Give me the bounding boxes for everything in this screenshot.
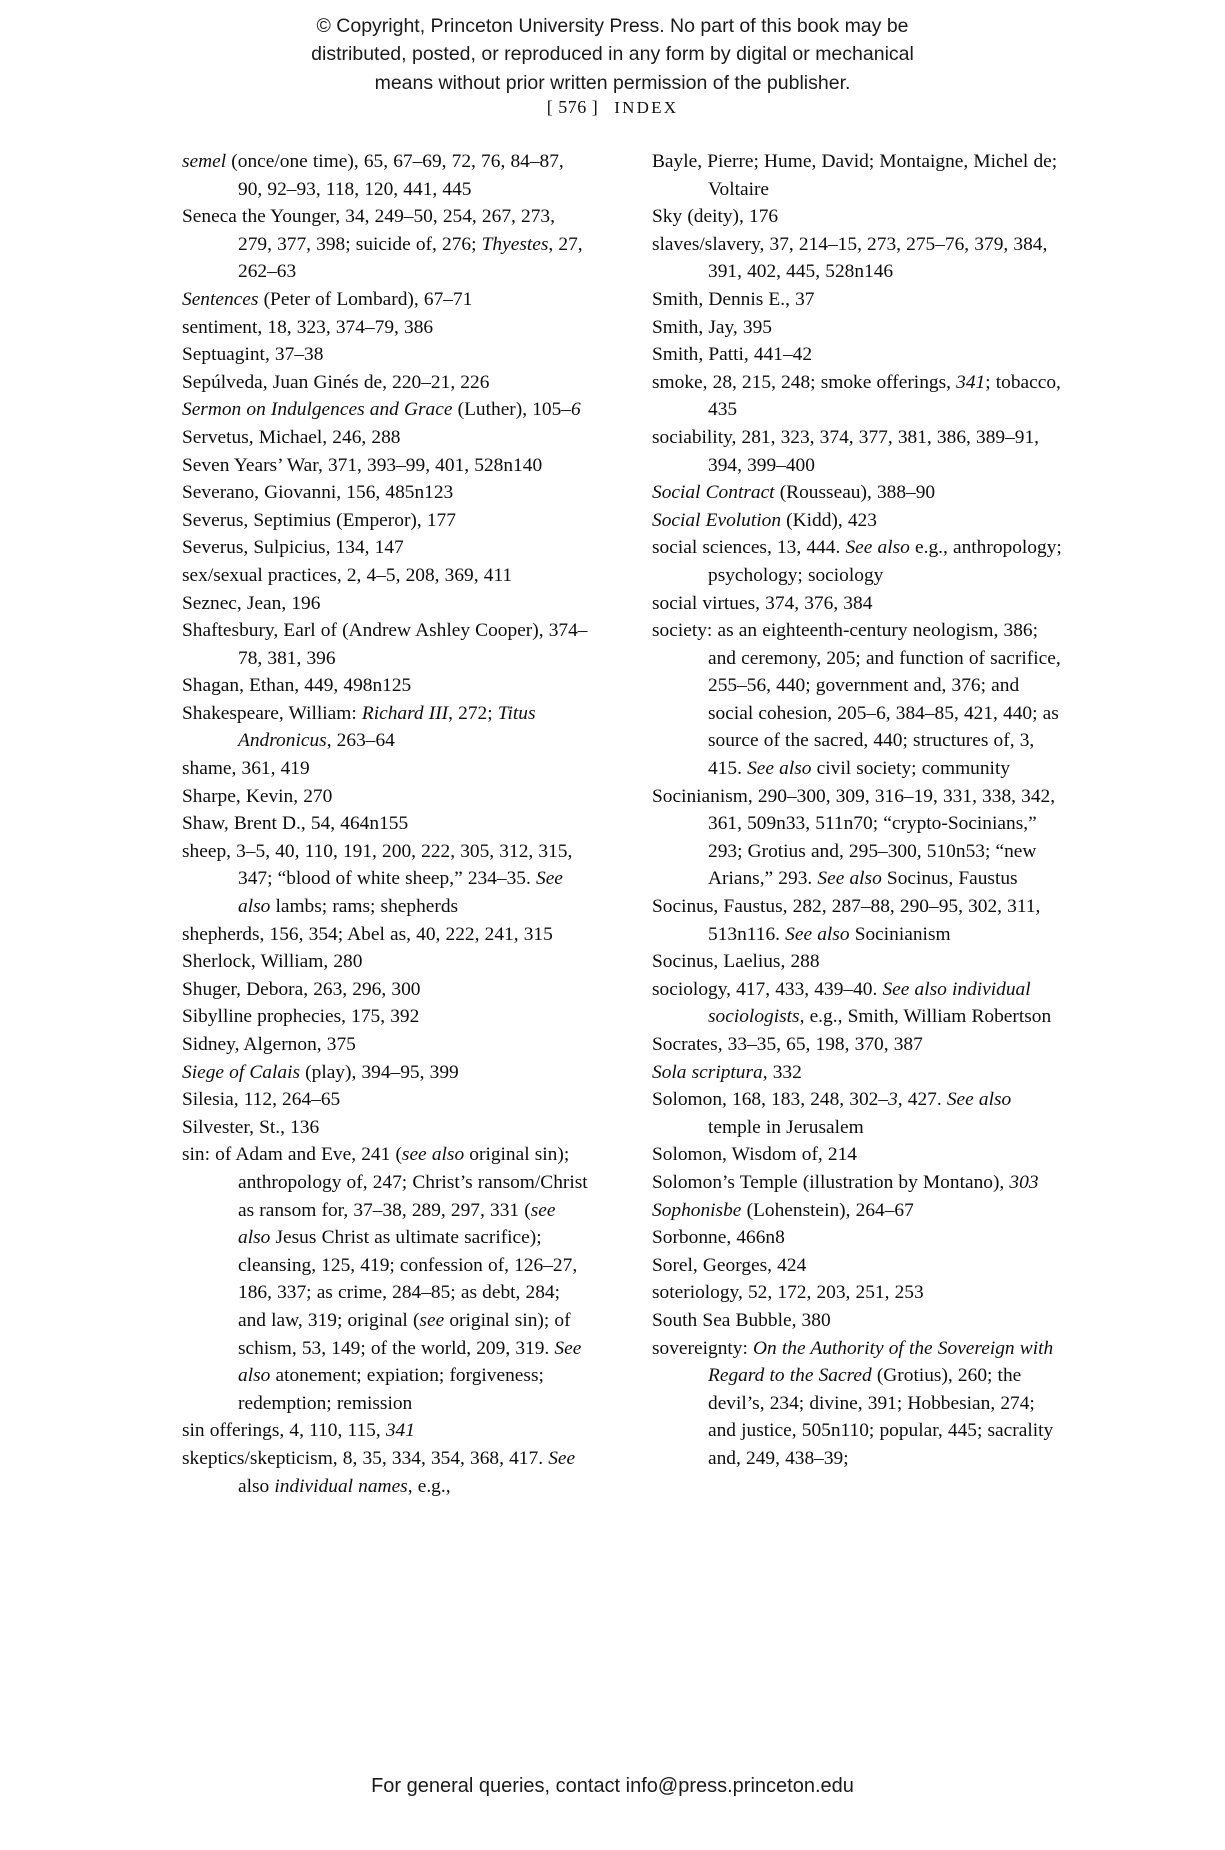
index-entry-sepulveda: Sepúlveda, Juan Ginés de, 220–21, 226 (182, 371, 490, 393)
index-entry-socrates: Socrates, 33–35, 65, 198, 370, 387 (652, 1034, 923, 1055)
index-entry-socinianism: Socinianism, 290–300, 309, 316–19, 331, 338, 342, 361, 509n33, 511n70; “crypto-Socinians,” 293; Grotius and, 295–300, 510n53; “new Arians,” 293. See also Socinus, Faustus (652, 785, 1056, 890)
index-entry-shaw-brent: Shaw, Brent D., 54, 464n155 (182, 813, 409, 835)
copyright-line-3: means without prior written permission of the publisher. (374, 71, 851, 94)
index-entry-smoke: smoke, 28, 215, 248; smoke offerings, 341; tobacco, 435 (652, 371, 1061, 421)
index-entry-solomons-temple: Solomon’s Temple (illustration by Montano), 303 (652, 1171, 1039, 1193)
index-entry-seven-years-war: Seven Years’ War, 371, 393–99, 401, 528n140 (182, 454, 543, 476)
index-entry-sorbonne: Sorbonne, 466n8 (652, 1227, 785, 1249)
index-entry-silesia: Silesia, 112, 264–65 (182, 1089, 341, 1111)
index-entry-sheep: sheep, 3–5, 40, 110, 191, 200, 222, 305, 312, 315, 347; “blood of white sheep,” 234–35. See also lambs; rams; shepherds (182, 840, 573, 918)
index-entry-soteriology: soteriology, 52, 172, 203, 251, 253 (652, 1282, 924, 1304)
index-entry-smith-jay: Smith, Jay, 395 (652, 316, 773, 338)
index-entry-socinus-laelius: Socinus, Laelius, 288 (652, 951, 820, 973)
index-entry-siege-of-calais: Siege of Calais (play), 394–95, 399 (182, 1061, 459, 1083)
index-entry-sherlock-william: Sherlock, William, 280 (182, 951, 363, 973)
index-entry-sin: sin: of Adam and Eve, 241 (see also original sin); anthropology of, 247; Christ’s ransom/Christ as ransom for, 37–38, 289, 297, 331 (see also Jesus Christ as ultimate sacrifice); cleansing, 125, 419; confession of, 126–27, 186, 337; as crime, 284–85; as debt, 284; and law, 319; original (see original sin); of schism, 53, 149; of the world, 209, 319. See also atonement; expiation; forgiveness; redemption; remission (182, 1144, 588, 1414)
index-entry-continuation-names: Bayle, Pierre; Hume, David; Montaigne, Michel de; Voltaire (652, 151, 1058, 200)
index-entry-sentences: Sentences (Peter of Lombard), 67–71 (182, 288, 473, 310)
index-entry-shepherds: shepherds, 156, 354; Abel as, 40, 222, 241, 315 (182, 923, 553, 945)
index-entry-severus-septimius: Severus, Septimius (Emperor), 177 (182, 509, 456, 531)
index-entry-sharpe-kevin: Sharpe, Kevin, 270 (182, 785, 333, 807)
copyright-line-1: © Copyright, Princeton University Press. No part of this book may be (316, 15, 909, 37)
index-entry-sex-sexual-practices: sex/sexual practices, 2, 4–5, 208, 369, 411 (182, 564, 513, 586)
index-entry-severano-giovanni: Severano, Giovanni, 156, 485n123 (182, 482, 454, 504)
index-entry-skeptics-skepticism: skeptics/skepticism, 8, 35, 334, 354, 368, 417. See also individual names, e.g., (182, 1447, 576, 1497)
index-entry-sociability: sociability, 281, 323, 374, 377, 381, 386, 389–91, 394, 399–400 (652, 426, 1040, 476)
index-column-right (652, 148, 1062, 1500)
index-entry-socinus-faustus: Socinus, Faustus, 282, 287–88, 290–95, 302, 311, 513n116. See also Socinianism (652, 896, 1041, 945)
index-entry-sermon-on-indulgences: Sermon on Indulgences and Grace (Luther), 105–6 (182, 399, 581, 421)
index-entry-sovereignty: sovereignty: On the Authority of the Sovereign with Regard to the Sacred (Grotius), 260; the devil’s, 234; divine, 391; Hobbesian, 274; and justice, 505n110; popular, 445; sacrality and, 249, 438–39; (652, 1337, 1054, 1469)
index-entry-south-sea-bubble: South Sea Bubble, 380 (652, 1309, 831, 1331)
index-entry-shakespeare-william: Shakespeare, William: Richard III, 272; Titus Andronicus, 263–64 (182, 702, 536, 752)
index-entry-social-evolution: Social Evolution (Kidd), 423 (652, 509, 877, 531)
index-entry-sidney-algernon: Sidney, Algernon, 375 (182, 1034, 356, 1055)
index-columns (182, 148, 1062, 1500)
index-entry-shuger-debora: Shuger, Debora, 263, 296, 300 (182, 978, 421, 1000)
index-entry-sin-offerings: sin offerings, 4, 110, 115, 341 (182, 1420, 415, 1442)
index-entry-solomon-wisdom-of: Solomon, Wisdom of, 214 (652, 1144, 857, 1166)
index-entry-servetus-michael: Servetus, Michael, 246, 288 (182, 426, 401, 448)
index-entry-shagan-ethan: Shagan, Ethan, 449, 498n125 (182, 675, 412, 697)
index-entry-sky-deity: Sky (deity), 176 (652, 206, 779, 228)
index-entry-society: society: as an eighteenth-century neologism, 386; and ceremony, 205; and function of sacrifice, 255–56, 440; government and, 376; and social cohesion, 205–6, 384–85, 421, 440; as source of the sacred, 440; structures of, 3, 415. See also civil society; community (652, 620, 1061, 780)
copyright-notice (0, 12, 1225, 97)
page-footer: For general queries, contact info@press.princeton.edu (371, 1775, 854, 1797)
index-entry-sorel-georges: Sorel, Georges, 424 (652, 1254, 807, 1276)
page-folio: [ 576 ] (546, 97, 599, 117)
index-entry-sola-scriptura: Sola scriptura, 332 (652, 1061, 802, 1083)
index-entry-smith-patti: Smith, Patti, 441–42 (652, 344, 813, 366)
index-entry-social-sciences: social sciences, 13, 444. See also e.g., anthropology; psychology; sociology (652, 537, 1062, 586)
index-entry-sophonisbe: Sophonisbe (Lohenstein), 264–67 (652, 1199, 914, 1221)
index-entry-smith-dennis: Smith, Dennis E., 37 (652, 288, 815, 310)
index-entry-seznec-jean: Seznec, Jean, 196 (182, 592, 321, 614)
index-entry-shaftesbury: Shaftesbury, Earl of (Andrew Ashley Cooper), 374–78, 381, 396 (182, 620, 588, 669)
index-entry-semel: semel (once/one time), 65, 67–69, 72, 76, 84–87, 90, 92–93, 118, 120, 441, 445 (182, 151, 564, 200)
index-entry-severus-sulpicius: Severus, Sulpicius, 134, 147 (182, 537, 404, 559)
index-entry-seneca-the-younger: Seneca the Younger, 34, 249–50, 254, 267, 273, 279, 377, 398; suicide of, 276; Thyestes, 27, 262–63 (182, 206, 583, 283)
index-entry-social-contract: Social Contract (Rousseau), 388–90 (652, 482, 936, 504)
running-head (0, 97, 1225, 118)
index-entry-septuagint: Septuagint, 37–38 (182, 344, 324, 366)
index-entry-silvester-st: Silvester, St., 136 (182, 1116, 320, 1138)
running-head-label: INDEX (614, 98, 679, 117)
index-entry-sibylline-prophecies: Sibylline prophecies, 175, 392 (182, 1006, 420, 1028)
index-entry-slaves-slavery: slaves/slavery, 37, 214–15, 273, 275–76, 379, 384, 391, 402, 445, 528n146 (652, 233, 1048, 283)
index-entry-sentiment: sentiment, 18, 323, 374–79, 386 (182, 316, 434, 338)
index-column-left (182, 148, 592, 1500)
copyright-line-2: distributed, posted, or reproduced in any form by digital or mechanical (311, 43, 914, 66)
index-entry-shame: shame, 361, 419 (182, 758, 310, 780)
index-entry-solomon: Solomon, 168, 183, 248, 302–3, 427. See also temple in Jerusalem (652, 1089, 1012, 1138)
index-entry-social-virtues: social virtues, 374, 376, 384 (652, 592, 873, 614)
index-entry-sociology: sociology, 417, 433, 439–40. See also individual sociologists, e.g., Smith, William Robertson (652, 978, 1052, 1028)
